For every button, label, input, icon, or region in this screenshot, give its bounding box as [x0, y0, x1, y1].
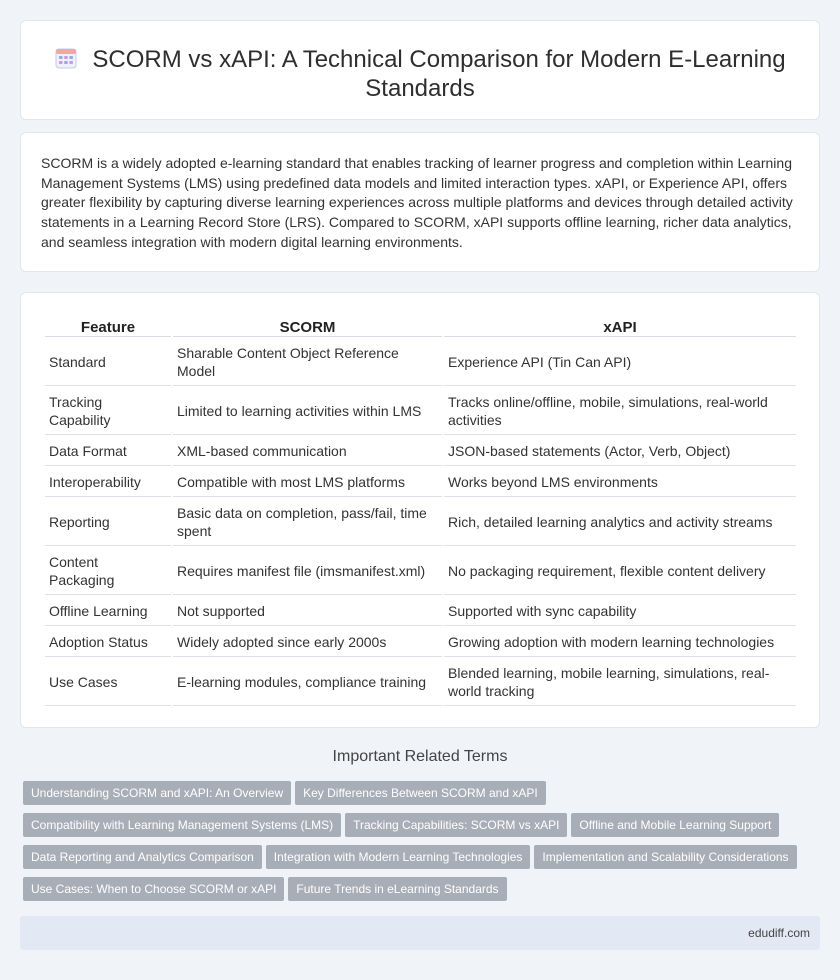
cell-feature: Use Cases	[45, 659, 171, 706]
cell-scorm: XML-based communication	[173, 437, 442, 466]
cell-feature: Offline Learning	[45, 597, 171, 626]
cell-scorm: E-learning modules, compliance training	[173, 659, 442, 706]
cell-feature: Content Packaging	[45, 548, 171, 595]
related-tag[interactable]: Key Differences Between SCORM and xAPI	[295, 781, 546, 805]
related-tag[interactable]: Tracking Capabilities: SCORM vs xAPI	[345, 813, 567, 837]
related-tag[interactable]: Understanding SCORM and xAPI: An Overview	[23, 781, 291, 805]
related-tag[interactable]: Implementation and Scalability Considerations	[534, 845, 796, 869]
cell-feature: Tracking Capability	[45, 388, 171, 435]
calendar-grid-icon	[54, 46, 78, 70]
page-title-wrap	[21, 45, 819, 103]
table-row	[45, 659, 796, 706]
table-row	[45, 468, 796, 497]
cell-scorm: Requires manifest file (imsmanifest.xml)	[173, 548, 442, 595]
footer-site-link[interactable]: edudiff.com	[748, 926, 810, 940]
cell-xapi: Works beyond LMS environments	[444, 468, 796, 497]
table-header-row	[45, 315, 796, 337]
comparison-table-card	[20, 292, 820, 728]
table-row	[45, 437, 796, 466]
table-row	[45, 339, 796, 386]
related-tag[interactable]: Data Reporting and Analytics Comparison	[23, 845, 262, 869]
cell-feature: Standard	[45, 339, 171, 386]
header-xapi: xAPI	[444, 315, 796, 337]
related-tag[interactable]: Offline and Mobile Learning Support	[571, 813, 779, 837]
cell-scorm: Compatible with most LMS platforms	[173, 468, 442, 497]
cell-xapi: Supported with sync capability	[444, 597, 796, 626]
comparison-table	[43, 313, 798, 708]
related-tag[interactable]: Integration with Modern Learning Technologies	[266, 845, 531, 869]
footer	[20, 916, 820, 950]
cell-scorm: Widely adopted since early 2000s	[173, 628, 442, 657]
tag-row	[23, 813, 823, 845]
cell-scorm: Not supported	[173, 597, 442, 626]
cell-feature: Interoperability	[45, 468, 171, 497]
table-row	[45, 628, 796, 657]
cell-xapi: Blended learning, mobile learning, simulations, real-world tracking	[444, 659, 796, 706]
page-title: SCORM vs xAPI: A Technical Comparison for Modern E-Learning Standards	[92, 46, 786, 102]
related-terms-title: Important Related Terms	[332, 748, 508, 765]
related-tag[interactable]: Compatibility with Learning Management Systems (LMS)	[23, 813, 341, 837]
cell-xapi: Experience API (Tin Can API)	[444, 339, 796, 386]
table-row	[45, 597, 796, 626]
tag-row	[23, 781, 823, 813]
cell-scorm: Basic data on completion, pass/fail, time spent	[173, 499, 442, 546]
cell-xapi: No packaging requirement, flexible content delivery	[444, 548, 796, 595]
header-scorm: SCORM	[173, 315, 442, 337]
tag-row	[23, 877, 823, 909]
cell-scorm: Limited to learning activities within LMS	[173, 388, 442, 435]
cell-xapi: Rich, detailed learning analytics and activity streams	[444, 499, 796, 546]
table-row	[45, 499, 796, 546]
table-row	[45, 548, 796, 595]
tag-row	[23, 845, 823, 877]
table-row	[45, 388, 796, 435]
related-tag[interactable]: Use Cases: When to Choose SCORM or xAPI	[23, 877, 284, 901]
header-feature: Feature	[45, 315, 171, 337]
related-tags	[23, 781, 823, 909]
cell-feature: Data Format	[45, 437, 171, 466]
cell-xapi: JSON-based statements (Actor, Verb, Object)	[444, 437, 796, 466]
cell-feature: Reporting	[45, 499, 171, 546]
header-card	[20, 20, 820, 120]
summary-card	[20, 132, 820, 272]
cell-feature: Adoption Status	[45, 628, 171, 657]
summary-text: SCORM is a widely adopted e-learning standard that enables tracking of learner progress and completion within Learning Management Systems (LMS) using predefined data models and limited interaction types. xAPI, or Experience API, offers greater flexibility by capturing diverse learning experiences across multiple platforms and devices through detailed activity statements in a Learning Record Store (LRS). Compared to SCORM, xAPI supports offline learning, richer data analytics, and seamless integration with modern digital learning environments.	[41, 155, 793, 250]
cell-scorm: Sharable Content Object Reference Model	[173, 339, 442, 386]
cell-xapi: Tracks online/offline, mobile, simulations, real-world activities	[444, 388, 796, 435]
related-tag[interactable]: Future Trends in eLearning Standards	[288, 877, 506, 901]
cell-xapi: Growing adoption with modern learning technologies	[444, 628, 796, 657]
